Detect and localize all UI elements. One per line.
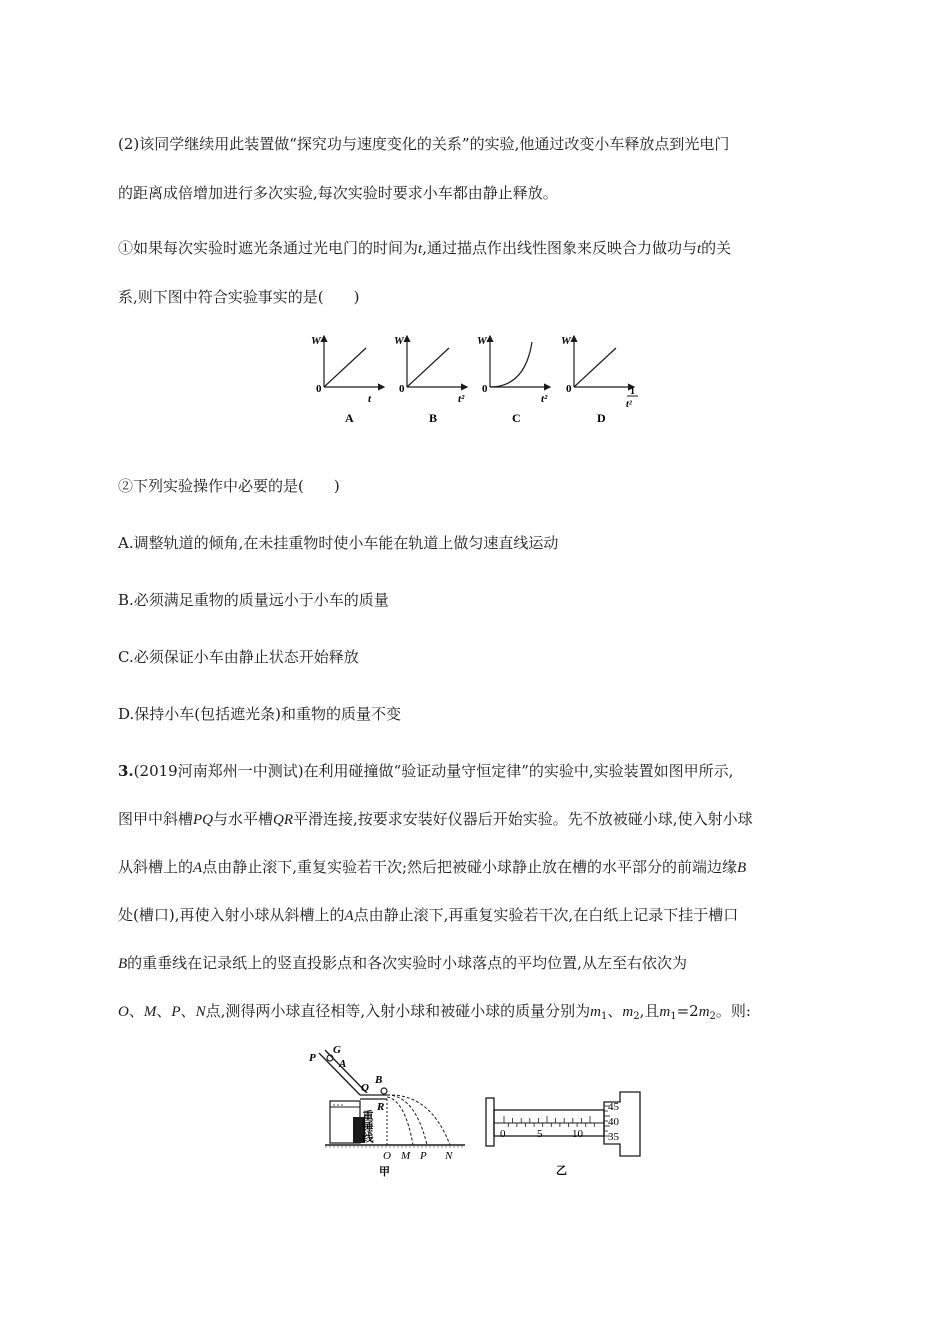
p3-text: 图甲中斜槽 — [118, 810, 194, 828]
graph-c-origin: 0 — [482, 383, 488, 395]
var-b: B — [118, 956, 128, 972]
graph-d-origin: 0 — [566, 383, 572, 395]
p3-text: 点,测得两小球直径相等,入射小球和被碰小球的质量分别为 — [205, 1002, 591, 1020]
graph-a — [311, 335, 384, 425]
var-a: A — [344, 908, 354, 924]
graph-c-letter: C — [512, 411, 521, 425]
var-t: t — [418, 241, 423, 257]
q1-text-c: 的关 — [701, 239, 732, 257]
caption-jia: 甲 — [379, 1166, 390, 1178]
p3-line-5 — [118, 953, 687, 974]
label-o: O — [383, 1150, 391, 1162]
thimble-45: 45 — [608, 1101, 619, 1113]
q1-text-a: ①如果每次实验时遮光条通过光电门的时间为 — [118, 239, 419, 257]
var-p: P — [171, 1004, 181, 1020]
p3-text: 与水平槽 — [213, 810, 274, 828]
main-scale-5: 5 — [537, 1128, 543, 1140]
var-m1: m — [590, 1004, 601, 1020]
part2-line-2: 的距离成倍增加进行多次实验,每次实验时要求小车都由静止释放。 — [118, 184, 558, 202]
main-scale-0: 0 — [500, 1128, 506, 1140]
var-qr: QR — [273, 812, 294, 828]
q1-text-b: ,通过描点作出线性图象来反映合力做功与 — [422, 239, 697, 257]
graph-c — [477, 335, 550, 425]
main-scale-ticks — [504, 1116, 594, 1127]
p3-text: 。则: — [715, 1002, 751, 1020]
graph-d — [561, 335, 638, 425]
caption-yi: 乙 — [556, 1165, 567, 1177]
p3-line-4 — [118, 905, 738, 926]
q2-option-d: D.保持小车(包括遮光条)和重物的质量不变 — [118, 705, 401, 723]
graph-d-y-label: W — [561, 335, 571, 347]
var-pq: PQ — [193, 812, 214, 828]
graph-c-x-label: t² — [541, 393, 548, 405]
graph-d-x-num: 1 — [630, 386, 635, 397]
q1-line-2: 系,则下图中符合实验事实的是( ) — [118, 288, 360, 306]
graph-b — [394, 335, 467, 425]
sep: 、 — [156, 1002, 172, 1020]
graph-b-origin: 0 — [399, 383, 405, 395]
graph-b-x-label: t² — [458, 393, 465, 405]
graph-a-x-label: t — [368, 393, 372, 405]
label-p-landing: P — [420, 1150, 427, 1162]
graph-c-y-label: W — [477, 335, 487, 347]
figure-jia-apparatus — [305, 1045, 475, 1180]
q2-stem: ②下列实验操作中必要的是( ) — [118, 477, 340, 495]
p3-text: 的重垂线在记录纸上的竖直投影点和各次实验时小球落点的平均位置,从左至右依次为 — [127, 954, 687, 972]
plumb-line-label: 重锤线 — [361, 1110, 373, 1143]
graph-options-figure — [310, 330, 650, 430]
label-p: P — [309, 1052, 316, 1064]
p3-text: =2 — [676, 1002, 699, 1020]
p3-text-1: (2019河南郑州一中测试)在利用碰撞做“验证动量守恒定律”的实验中,实验装置如图甲所示, — [133, 762, 734, 780]
p3-text: 处(槽口),再使入射小球从斜槽上的 — [118, 906, 345, 924]
p3-text: ,且 — [639, 1002, 660, 1020]
label-n: N — [445, 1150, 453, 1162]
label-r: R — [377, 1101, 385, 1113]
p3-text: 点由静止滚下,再重复实验若干次,在白纸上记录下挂于槽口 — [353, 906, 739, 924]
graph-b-y-label: W — [394, 335, 404, 347]
var-b: B — [737, 860, 747, 876]
part2-line-1: (2)该同学继续用此装置做“探究功与速度变化的关系”的实验,他通过改变小车释放点到光电门 — [118, 135, 730, 153]
p3-text: 平滑连接,按要求安装好仪器后开始实验。先不放被碰小球,使入射小球 — [293, 810, 753, 828]
thimble-35: 35 — [608, 1131, 619, 1143]
sep: 、 — [607, 1002, 623, 1020]
var-m2: m — [698, 1004, 710, 1020]
graph-a-letter: A — [345, 411, 354, 425]
thimble-40: 40 — [608, 1116, 619, 1128]
figure-yi-micrometer — [480, 1080, 645, 1180]
p3-line-1 — [118, 761, 733, 781]
graph-d-letter: D — [597, 411, 606, 425]
graph-a-y-label: W — [311, 335, 321, 347]
var-t: t — [696, 241, 702, 257]
var-o: O — [118, 1004, 129, 1020]
sep: 、 — [180, 1002, 196, 1020]
p3-text: 从斜槽上的 — [118, 858, 194, 876]
var-a: A — [193, 860, 203, 876]
graph-a-origin: 0 — [316, 383, 322, 395]
p3-line-3 — [118, 857, 746, 878]
q2-option-b: B.必须满足重物的质量远小于小车的质量 — [118, 591, 389, 609]
p3-text: 点由静止滚下,重复实验若干次;然后把被碰小球静止放在槽的水平部分的前端边缘 — [202, 858, 738, 876]
p3-line-6 — [118, 1001, 751, 1027]
sub-2: 2 — [709, 1011, 716, 1022]
p3-number: 3. — [118, 762, 134, 780]
q2-option-c: C.必须保证小车由静止状态开始释放 — [118, 648, 359, 666]
main-scale-10: 10 — [572, 1128, 583, 1140]
sep: 、 — [128, 1002, 144, 1020]
var-m1: m — [659, 1004, 671, 1020]
sub-1: 1 — [670, 1011, 677, 1022]
label-q: Q — [361, 1082, 369, 1094]
graph-b-letter: B — [429, 411, 438, 425]
label-g: G — [333, 1045, 341, 1056]
q1-line-1 — [118, 238, 731, 259]
label-a: A — [339, 1058, 347, 1070]
var-m: M — [143, 1004, 157, 1020]
label-b: B — [375, 1074, 383, 1086]
graph-d-x-den: t² — [626, 399, 632, 410]
var-n: N — [195, 1004, 206, 1020]
q2-option-a: A.调整轨道的倾角,在未挂重物时使小车能在轨道上做匀速直线运动 — [118, 534, 559, 552]
label-m: M — [401, 1150, 411, 1162]
var-m2: m — [622, 1004, 634, 1020]
p3-line-2 — [118, 809, 753, 830]
sub-1: 1 — [600, 1011, 608, 1022]
sub-2: 2 — [633, 1011, 640, 1022]
